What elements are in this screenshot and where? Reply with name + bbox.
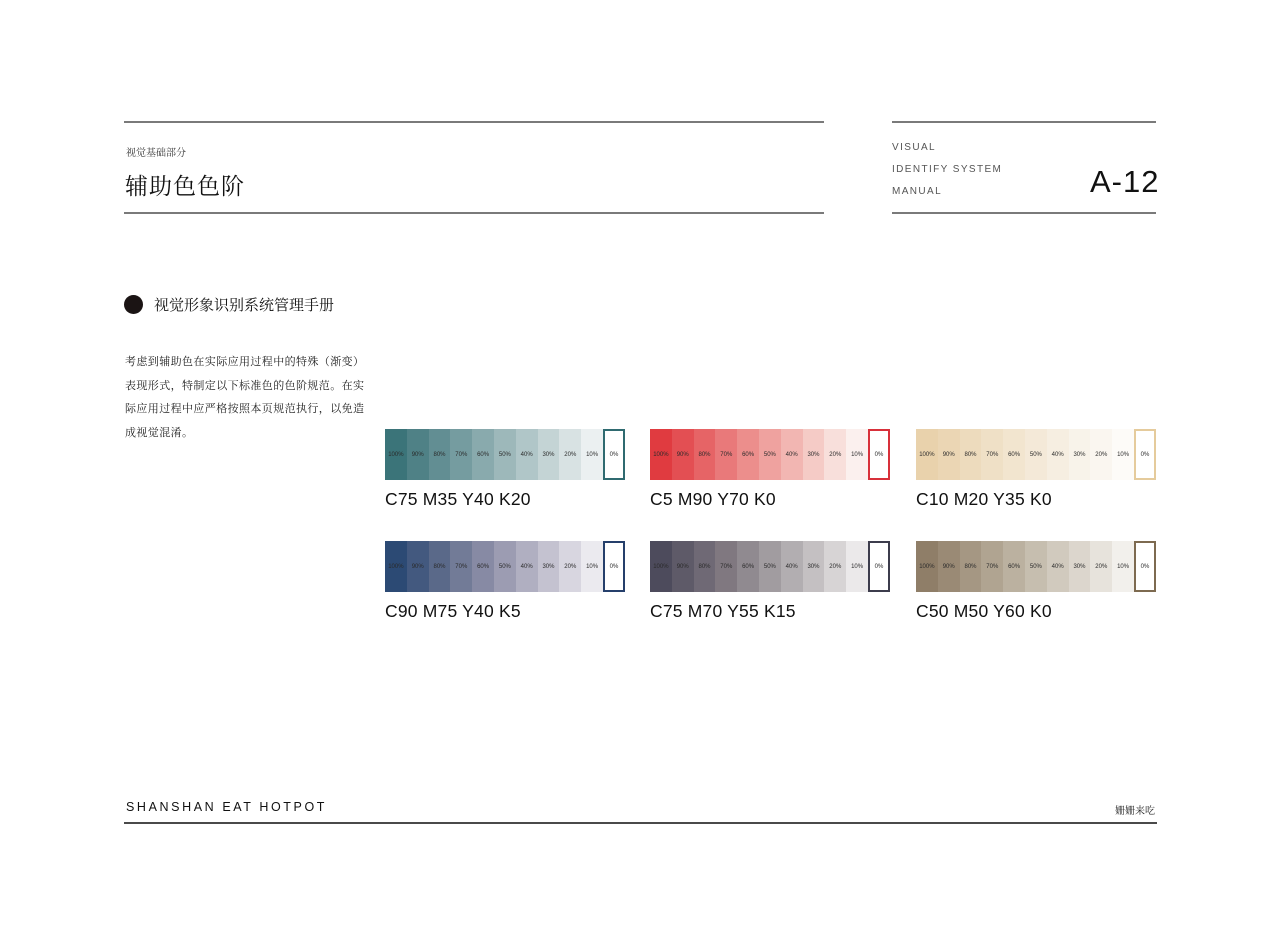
header-top-rule-left	[124, 121, 824, 123]
header-bottom-rule-right	[892, 212, 1156, 214]
swatch-cell-40pct: 40%	[781, 541, 803, 592]
swatch-cell-0pct: 0%	[1134, 541, 1156, 592]
manual-line-manual: MANUAL	[892, 186, 943, 197]
header-bottom-rule-left	[124, 212, 824, 214]
swatch-cell-0pct: 0%	[868, 541, 890, 592]
swatch-group-beige	[916, 429, 1156, 510]
swatch-cell-10pct: 10%	[846, 429, 868, 480]
section-description: 考虑到辅助色在实际应用过程中的特殊（渐变）表现形式，特制定以下标准色的色阶规范。在实际应用过程中应严格按照本页规范执行，以免造成视觉混淆。	[125, 355, 365, 439]
swatch-cell-90pct: 90%	[407, 429, 429, 480]
header-top-rule-right	[892, 121, 1156, 123]
swatch-bar	[385, 541, 625, 592]
swatch-cell-20pct: 20%	[1090, 429, 1112, 480]
swatch-bar	[916, 429, 1156, 480]
cmyk-label: C75 M70 Y55 K15	[650, 601, 796, 621]
section-heading: 视觉形象识别系统管理手册	[154, 296, 335, 314]
swatch-cell-20pct: 20%	[559, 541, 581, 592]
swatch-cell-80pct: 80%	[694, 541, 716, 592]
swatch-cell-70pct: 70%	[715, 429, 737, 480]
swatch-cell-60pct: 60%	[737, 429, 759, 480]
swatch-cell-100pct: 100%	[385, 429, 407, 480]
swatch-cell-70pct: 70%	[450, 429, 472, 480]
swatch-bar	[650, 429, 890, 480]
swatch-cell-80pct: 80%	[960, 541, 982, 592]
swatch-group-slate	[650, 541, 890, 622]
swatch-cell-100pct: 100%	[650, 541, 672, 592]
swatch-group-red	[650, 429, 890, 510]
swatch-cell-40pct: 40%	[1047, 429, 1069, 480]
swatch-cell-90pct: 90%	[672, 429, 694, 480]
swatch-cell-60pct: 60%	[1003, 429, 1025, 480]
swatch-cell-30pct: 30%	[803, 541, 825, 592]
swatch-cell-40pct: 40%	[516, 541, 538, 592]
page-number: A-12	[1090, 164, 1160, 199]
swatch-cell-90pct: 90%	[672, 541, 694, 592]
swatch-cell-40pct: 40%	[1047, 541, 1069, 592]
swatch-cell-40pct: 40%	[781, 429, 803, 480]
swatch-cell-60pct: 60%	[472, 541, 494, 592]
swatch-cell-40pct: 40%	[516, 429, 538, 480]
swatch-cell-10pct: 10%	[846, 541, 868, 592]
swatch-cell-50pct: 50%	[759, 541, 781, 592]
swatch-cell-30pct: 30%	[1069, 429, 1091, 480]
swatch-cell-20pct: 20%	[824, 541, 846, 592]
cmyk-label: C90 M75 Y40 K5	[385, 601, 521, 621]
manual-line-identify-system: IDENTIFY SYSTEM	[892, 164, 1003, 175]
swatch-cell-10pct: 10%	[581, 429, 603, 480]
section-label: 视觉基础部分	[126, 148, 186, 159]
cmyk-label: C10 M20 Y35 K0	[916, 489, 1052, 509]
swatch-cell-30pct: 30%	[803, 429, 825, 480]
swatch-bar	[916, 541, 1156, 592]
swatch-cell-0pct: 0%	[1134, 429, 1156, 480]
swatch-cell-80pct: 80%	[429, 429, 451, 480]
swatch-cell-60pct: 60%	[737, 541, 759, 592]
swatch-cell-70pct: 70%	[715, 541, 737, 592]
swatch-cell-10pct: 10%	[1112, 429, 1134, 480]
footer-brand-cn: 姗姗来吃	[1115, 806, 1155, 817]
cmyk-label: C5 M90 Y70 K0	[650, 489, 776, 509]
swatch-cell-30pct: 30%	[1069, 541, 1091, 592]
swatch-cell-90pct: 90%	[938, 541, 960, 592]
swatch-cell-60pct: 60%	[1003, 541, 1025, 592]
footer-brand: SHANSHAN EAT HOTPOT	[126, 800, 328, 814]
swatch-cell-80pct: 80%	[429, 541, 451, 592]
swatch-cell-0pct: 0%	[868, 429, 890, 480]
swatch-cell-10pct: 10%	[581, 541, 603, 592]
swatch-cell-50pct: 50%	[494, 429, 516, 480]
swatch-cell-20pct: 20%	[559, 429, 581, 480]
swatch-cell-20pct: 20%	[824, 429, 846, 480]
page-title: 辅助色色阶	[125, 174, 245, 200]
cmyk-label: C75 M35 Y40 K20	[385, 489, 531, 509]
swatch-cell-80pct: 80%	[694, 429, 716, 480]
swatch-cell-100pct: 100%	[385, 541, 407, 592]
swatch-cell-50pct: 50%	[1025, 429, 1047, 480]
swatch-cell-30pct: 30%	[538, 541, 560, 592]
swatch-cell-70pct: 70%	[981, 541, 1003, 592]
swatch-cell-100pct: 100%	[916, 429, 938, 480]
swatch-bar	[650, 541, 890, 592]
swatch-cell-90pct: 90%	[407, 541, 429, 592]
swatch-cell-0pct: 0%	[603, 429, 625, 480]
swatch-group-teal	[385, 429, 625, 510]
swatch-cell-30pct: 30%	[538, 429, 560, 480]
swatch-cell-50pct: 50%	[759, 429, 781, 480]
swatch-cell-60pct: 60%	[472, 429, 494, 480]
swatch-cell-20pct: 20%	[1090, 541, 1112, 592]
manual-line-visual: VISUAL	[892, 142, 936, 153]
swatch-group-taupe	[916, 541, 1156, 622]
swatch-cell-50pct: 50%	[494, 541, 516, 592]
swatch-cell-70pct: 70%	[450, 541, 472, 592]
swatch-group-navy	[385, 541, 625, 622]
swatch-cell-50pct: 50%	[1025, 541, 1047, 592]
swatch-cell-70pct: 70%	[981, 429, 1003, 480]
swatch-cell-10pct: 10%	[1112, 541, 1134, 592]
swatch-cell-80pct: 80%	[960, 429, 982, 480]
cmyk-label: C50 M50 Y60 K0	[916, 601, 1052, 621]
bullet-dot-icon	[124, 295, 143, 314]
swatch-bar	[385, 429, 625, 480]
footer-rule	[124, 822, 1157, 824]
swatch-cell-100pct: 100%	[650, 429, 672, 480]
swatch-cell-90pct: 90%	[938, 429, 960, 480]
swatch-cell-100pct: 100%	[916, 541, 938, 592]
swatch-cell-0pct: 0%	[603, 541, 625, 592]
